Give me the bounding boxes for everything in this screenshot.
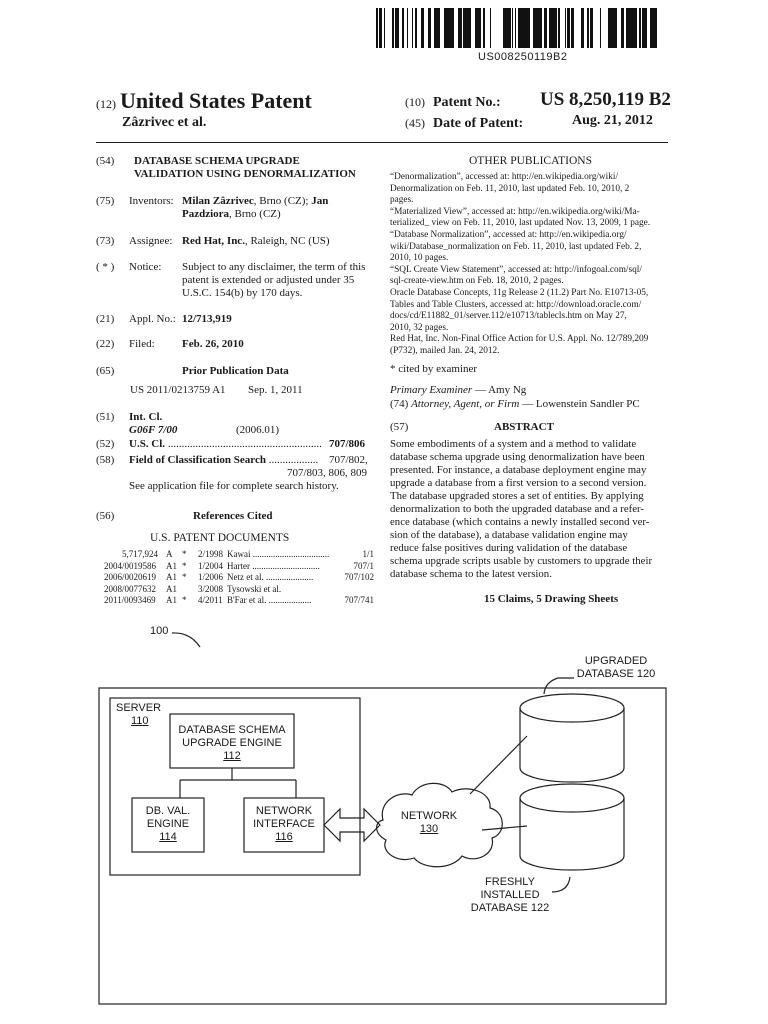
date-label: Date of Patent: — [433, 116, 524, 131]
db-val-line: DB. VAL. — [145, 805, 191, 817]
barcode-bar — [622, 8, 624, 48]
ref-name — [227, 561, 320, 573]
ref-star: * — [182, 549, 187, 559]
db-val-line: ENGINE — [146, 818, 190, 830]
ref-inventor: Netz et al. — [227, 572, 264, 582]
abstract-line: upgrade a database from a first version to a second version. — [390, 477, 647, 489]
upgraded-database-cylinder — [520, 708, 624, 782]
refs-table — [96, 549, 376, 607]
barcode-bar — [407, 8, 408, 48]
ref-inventor: Harter — [227, 560, 250, 571]
barcode-bar — [428, 8, 431, 48]
barcode-bar — [515, 8, 516, 48]
barcode-bar — [639, 8, 641, 48]
title-line-2: VALIDATION USING DENORMALIZATION — [134, 168, 356, 180]
inventor-2-location: , Brno (CZ) — [229, 208, 281, 220]
double-arrow — [324, 809, 380, 841]
barcode-bar — [520, 8, 522, 48]
barcode-bar — [629, 8, 632, 48]
upgraded-database-label — [568, 655, 664, 681]
barcode-bar — [528, 8, 530, 48]
ref-star: * — [182, 560, 187, 571]
abstract-line: ence database (which contains a newly installed second ver- — [390, 516, 650, 528]
prior-heading: Prior Publication Data — [182, 365, 289, 377]
notice-text — [182, 261, 374, 300]
barcode-bar — [438, 8, 440, 48]
barcode-bar — [512, 8, 513, 48]
ref-row — [96, 595, 376, 607]
ref-number: 2004/0019586 — [104, 560, 157, 571]
prior-code: (65) — [96, 365, 115, 377]
barcode-bar — [567, 8, 570, 48]
barcode-bar — [506, 8, 508, 48]
barcode-bar — [445, 8, 448, 48]
ref-number: 5,717,924 — [122, 549, 158, 559]
fresh-database-label — [462, 876, 558, 915]
ref-inventor: Tysowski et al. — [227, 583, 282, 594]
barcode-bar — [587, 8, 589, 48]
publication-line: 2010, 32 pages. — [390, 322, 449, 333]
uscl-code: (52) — [96, 438, 115, 450]
barcode-bar — [490, 8, 491, 48]
abstract-line: database schema to the latest version. — [390, 568, 552, 580]
ref-kind: A — [166, 549, 173, 559]
uscl-line — [129, 438, 322, 451]
field-note: See application file for complete search history. — [129, 480, 339, 492]
publication-line: “Database Normalization”, accessed at: http://en.wikipedia.org/ — [390, 229, 627, 240]
field-code: (58) — [96, 454, 115, 466]
filed-date: Feb. 26, 2010 — [182, 338, 244, 350]
barcode-bar — [475, 8, 478, 48]
barcode-bar — [470, 8, 471, 48]
barcode-bar — [573, 8, 574, 48]
barcode-bar — [611, 8, 612, 48]
ref-class: 1/1 — [362, 549, 374, 559]
abstract-line: presented. For instance, a database deployment engine may — [390, 464, 647, 476]
ref-kind: A1 — [166, 595, 177, 605]
abstract-line: denormalization to both the upgraded database and a refer- — [390, 503, 645, 515]
attorney-label: Attorney, Agent, or Firm — [411, 398, 520, 410]
publication-line: terialized_ view on Feb. 11, 2010, last updated Nov. 13, 2009, 1 page. — [390, 218, 651, 229]
barcode-bar — [558, 8, 560, 48]
ref-name — [227, 572, 313, 584]
uscl-leader: ........................................................ — [167, 438, 322, 450]
notice-code: ( * ) — [96, 261, 115, 273]
ref-class: 707/741 — [344, 595, 374, 605]
inventors-line-2 — [182, 208, 281, 221]
barcode-bar — [538, 8, 540, 48]
inventor-1-location: , Brno (CZ); — [253, 195, 312, 207]
publication-line: Denormalization on Feb. 11, 2010, last updated Feb. 10, 2010, 2 — [390, 183, 630, 194]
inventor-2-last: Pazdziora — [182, 208, 230, 220]
primary-examiner — [390, 384, 526, 397]
barcode-bar — [478, 8, 480, 48]
abstract-heading: ABSTRACT — [494, 421, 554, 433]
barcode-bar — [522, 8, 523, 48]
ref-class: 707/102 — [344, 572, 374, 582]
publication-line: “Materialized View”, accessed at: http://en.wikipedia.org/wiki/Ma- — [390, 206, 640, 217]
abstract-line: Some embodiments of a system and a method to validate — [390, 438, 637, 450]
upgraded-db-line: UPGRADED — [584, 655, 648, 667]
barcode-bar — [461, 8, 462, 48]
other-publications-heading: OTHER PUBLICATIONS — [469, 155, 592, 167]
barcode-bar — [412, 8, 413, 48]
patent-no-code: (10) — [405, 95, 425, 109]
patent-number-line — [405, 93, 501, 111]
date-of-patent-line — [405, 114, 523, 132]
barcode-bar — [465, 8, 466, 48]
ref-inventor: B'Far et al. — [227, 595, 267, 605]
barcode-bar — [480, 8, 481, 48]
barcode-bar — [525, 8, 528, 48]
title-line-1: DATABASE SCHEMA UPGRADE — [134, 155, 300, 167]
field-value-2: 707/803, 806, 809 — [287, 467, 368, 479]
field-value-1: 707/802, — [329, 454, 368, 466]
publication-line: “Denormalization”, accessed at: http://en.wikipedia.org/wiki/ — [390, 172, 619, 182]
network-interface-line: INTERFACE — [253, 818, 315, 830]
barcode-number: US008250119B2 — [478, 51, 568, 63]
ref-row — [96, 549, 376, 561]
publication-line: 2010, 10 pages. — [390, 253, 449, 264]
barcode-bar — [415, 8, 416, 48]
inventors-line-1 — [182, 195, 328, 208]
fresh-db-line: FRESHLY — [485, 876, 535, 888]
ref-row — [96, 584, 376, 596]
barcode-bar — [554, 8, 557, 48]
assignee-name: Red Hat, Inc. — [182, 235, 245, 247]
title-code: (54) — [96, 155, 115, 167]
ref-star: * — [182, 595, 187, 605]
ref-date: 4/2011 — [198, 595, 223, 605]
field-line — [129, 454, 318, 467]
barcode-bar — [503, 8, 504, 48]
barcode-bar — [632, 8, 633, 48]
ref-100-leader — [172, 633, 200, 647]
prior-publication-date: Sep. 1, 2011 — [248, 384, 303, 396]
barcode-bar — [434, 8, 436, 48]
upgrade-engine-line: DATABASE SCHEMA — [178, 724, 286, 736]
fresh-db-line: INSTALLED — [480, 889, 540, 901]
upgrade-engine-number: 112 — [223, 750, 241, 762]
barcode-bar — [468, 8, 470, 48]
publication-line: sql-create-view.htm on Feb. 18, 2010, 2 pages. — [390, 276, 564, 287]
ref-kind: A1 — [166, 572, 177, 582]
publication-line: (P732), mailed Jan. 24, 2012. — [390, 345, 500, 356]
intcl-label: Int. Cl. — [129, 411, 163, 423]
ref-date: 3/2008 — [198, 583, 224, 594]
server-label: SERVER — [116, 702, 162, 714]
intcl-code: (51) — [96, 411, 115, 423]
ref-kind: A1 — [166, 560, 177, 571]
publication-line: Red Hat, Inc. Non-Final Office Action for U.S. Appl. No. 12/789,209 — [390, 334, 649, 345]
barcode-bar — [652, 8, 655, 48]
inventor-2-first: Jan — [311, 195, 329, 207]
ref-date: 1/2006 — [198, 572, 224, 582]
ref-number: 2008/0077632 — [104, 583, 157, 594]
notice-line: U.S.C. 154(b) by 170 days. — [182, 287, 303, 299]
barcode-bar — [402, 8, 404, 48]
appl-label: Appl. No.: — [129, 313, 176, 325]
prior-publication: US 2011/0213759 A1 — [130, 384, 226, 396]
publication-line: pages. — [390, 195, 414, 206]
abstract-line: schema upgrade scripts usable by customers to upgrade their — [390, 555, 653, 567]
barcode-bar — [549, 8, 552, 48]
doc-code: (12) — [96, 97, 116, 111]
attorney — [390, 398, 640, 411]
barcode-bar — [483, 8, 485, 48]
barcode-bar — [504, 8, 506, 48]
date-code: (45) — [405, 116, 425, 130]
assignee-code: (73) — [96, 235, 115, 247]
ref-row — [96, 561, 376, 573]
inventors-label: Inventors: — [129, 195, 174, 207]
publication-line: Tables and Table Clusters, accessed at: http://download.oracle.com/ — [390, 299, 642, 310]
upgraded-db-line: DATABASE 120 — [576, 668, 656, 680]
db-val-number: 114 — [159, 831, 177, 843]
refs-heading: References Cited — [193, 510, 273, 522]
network-interface-label — [244, 805, 324, 844]
refs-code: (56) — [96, 510, 115, 522]
abstract-line: reduce false positives during validation of the database — [390, 542, 628, 554]
figure-ref-100: 100 — [150, 625, 169, 637]
network-label — [396, 810, 462, 836]
upgrade-engine-line: UPGRADE ENGINE — [182, 737, 282, 749]
ref-star: * — [182, 572, 187, 582]
barcode-bar — [608, 8, 611, 48]
patent-no-label: Patent No.: — [433, 95, 501, 110]
barcode-bar — [600, 8, 601, 48]
document-type: United States Patent — [120, 88, 312, 113]
ref-date: 1/2004 — [198, 560, 224, 571]
intcl-year: (2006.01) — [236, 424, 280, 436]
barcode-bar — [448, 8, 451, 48]
ref-name — [227, 595, 311, 607]
barcode-bar — [436, 8, 438, 48]
ref-class: 707/1 — [353, 560, 374, 571]
barcode-bar — [518, 8, 520, 48]
ref-leader: .................................. — [252, 549, 330, 559]
ref-kind: A1 — [166, 583, 177, 594]
ref-date: 2/1998 — [198, 549, 224, 559]
fresh-database-cylinder — [520, 798, 624, 870]
barcode-bar — [395, 8, 398, 48]
barcode-bar — [379, 8, 381, 48]
examiner-name: — Amy Ng — [472, 384, 527, 396]
uscl-value: 707/806 — [329, 438, 366, 450]
barcode-bar — [376, 8, 378, 48]
refs-subheading: U.S. PATENT DOCUMENTS — [150, 532, 290, 544]
field-leader: .................. — [268, 454, 319, 466]
barcode-bar — [540, 8, 542, 48]
barcode-bar — [552, 8, 554, 48]
barcode-bar — [463, 8, 465, 48]
barcode-bar — [612, 8, 615, 48]
notice-line: Subject to any disclaimer, the term of this — [182, 261, 366, 273]
server-number: 110 — [131, 715, 149, 727]
appl-number: 12/713,919 — [182, 313, 232, 325]
barcode-bar — [565, 8, 566, 48]
abstract-line: database schema upgrade using denormalization have been — [390, 451, 645, 463]
barcode-bar — [466, 8, 468, 48]
barcode-bar — [535, 8, 538, 48]
barcode-bar — [451, 8, 454, 48]
ref-name — [227, 549, 329, 561]
date-of-patent: Aug. 21, 2012 — [572, 113, 653, 128]
barcode-bar — [621, 8, 622, 48]
barcode-bar — [398, 8, 399, 48]
network-interface-number: 116 — [275, 831, 293, 843]
barcode-bar — [581, 8, 584, 48]
barcode-bar — [642, 8, 645, 48]
publication-line: “SQL Create View Statement”, accessed at: http://infogoal.com/sql/ — [390, 264, 642, 275]
barcode-bar — [544, 8, 547, 48]
abstract-text — [390, 438, 662, 581]
ref-number: 2006/0020619 — [104, 572, 157, 582]
network-text: NETWORK — [400, 810, 458, 822]
ref-row — [96, 572, 376, 584]
field-label: Field of Classification Search — [129, 454, 266, 466]
ref-leader: .............................. — [252, 560, 320, 571]
inventors-short: Zâzrivec et al. — [122, 115, 207, 130]
barcode-bar — [590, 8, 591, 48]
fresh-db-line: DATABASE 122 — [470, 902, 550, 914]
ref-inventor: Kawai — [227, 549, 251, 559]
uscl-label: U.S. Cl. — [129, 438, 166, 450]
inventors-code: (75) — [96, 195, 115, 207]
attorney-name: — Lowenstein Sandler PC — [519, 398, 640, 410]
ref-leader: ................... — [268, 595, 312, 605]
inventor-1-name: Milan Zâzrivec — [182, 195, 254, 207]
barcode-bar — [634, 8, 637, 48]
intcl-class: G06F 7/00 — [129, 424, 178, 436]
publication-line: Oracle Database Concepts, 11g Release 2 (11.2) Part No. E10713-05, — [390, 287, 649, 298]
barcode-bar — [523, 8, 525, 48]
abstract-code: (57) — [390, 421, 409, 433]
publication-line: wiki/Database_normalization on Feb. 11, 2010, last updated Feb. 2, — [390, 241, 642, 252]
db-val-engine-label — [132, 805, 204, 844]
examiner-label: Primary Examiner — [390, 384, 473, 396]
barcode-bar — [655, 8, 657, 48]
barcode-bar — [591, 8, 593, 48]
barcode-bar — [645, 8, 647, 48]
abstract-line: The database upgraded stores a set of entities. By applying — [390, 490, 644, 502]
filed-label: Filed: — [129, 338, 155, 350]
abstract-line: sion of the database), a database validation engine may — [390, 529, 628, 541]
header-rule — [96, 142, 668, 143]
barcode-bar — [633, 8, 634, 48]
network-interface-line: NETWORK — [255, 805, 313, 817]
barcode-bar — [615, 8, 617, 48]
barcode-bar — [508, 8, 511, 48]
barcode-bar — [392, 8, 394, 48]
document-type-line — [96, 88, 312, 114]
assignee-location: , Raleigh, NC (US) — [244, 235, 330, 247]
notice-line: patent is extended or adjusted under 35 — [182, 274, 355, 286]
other-publications — [390, 172, 662, 358]
barcode — [376, 8, 662, 48]
assignee-label: Assignee: — [129, 235, 173, 247]
upgrade-engine-label — [170, 724, 294, 763]
claims-summary: 15 Claims, 5 Drawing Sheets — [484, 593, 619, 605]
barcode-bar — [571, 8, 572, 48]
ref-number: 2011/0093469 — [104, 595, 156, 605]
barcode-bar — [381, 8, 382, 48]
assignee — [182, 235, 330, 248]
cited-by-examiner: * cited by examiner — [390, 363, 478, 375]
filed-code: (22) — [96, 338, 115, 350]
attorney-code: (74) — [390, 398, 409, 410]
barcode-bar — [626, 8, 629, 48]
notice-label: Notice: — [129, 261, 162, 273]
barcode-bar — [458, 8, 461, 48]
barcode-bar — [416, 8, 417, 48]
barcode-bar — [421, 8, 424, 48]
barcode-bar — [444, 8, 445, 48]
appl-code: (21) — [96, 313, 115, 325]
publication-line: docs/cd/E11882_01/server.112/e10713/tablecls.htm on May 27, — [390, 311, 627, 322]
barcode-bar — [384, 8, 385, 48]
patent-number: US 8,250,119 B2 — [540, 89, 671, 110]
ref-leader: ..................... — [265, 572, 314, 582]
ref-name — [227, 584, 281, 596]
barcode-bar — [533, 8, 535, 48]
barcode-bar — [572, 8, 573, 48]
barcode-bar — [650, 8, 652, 48]
network-number: 130 — [419, 823, 439, 835]
